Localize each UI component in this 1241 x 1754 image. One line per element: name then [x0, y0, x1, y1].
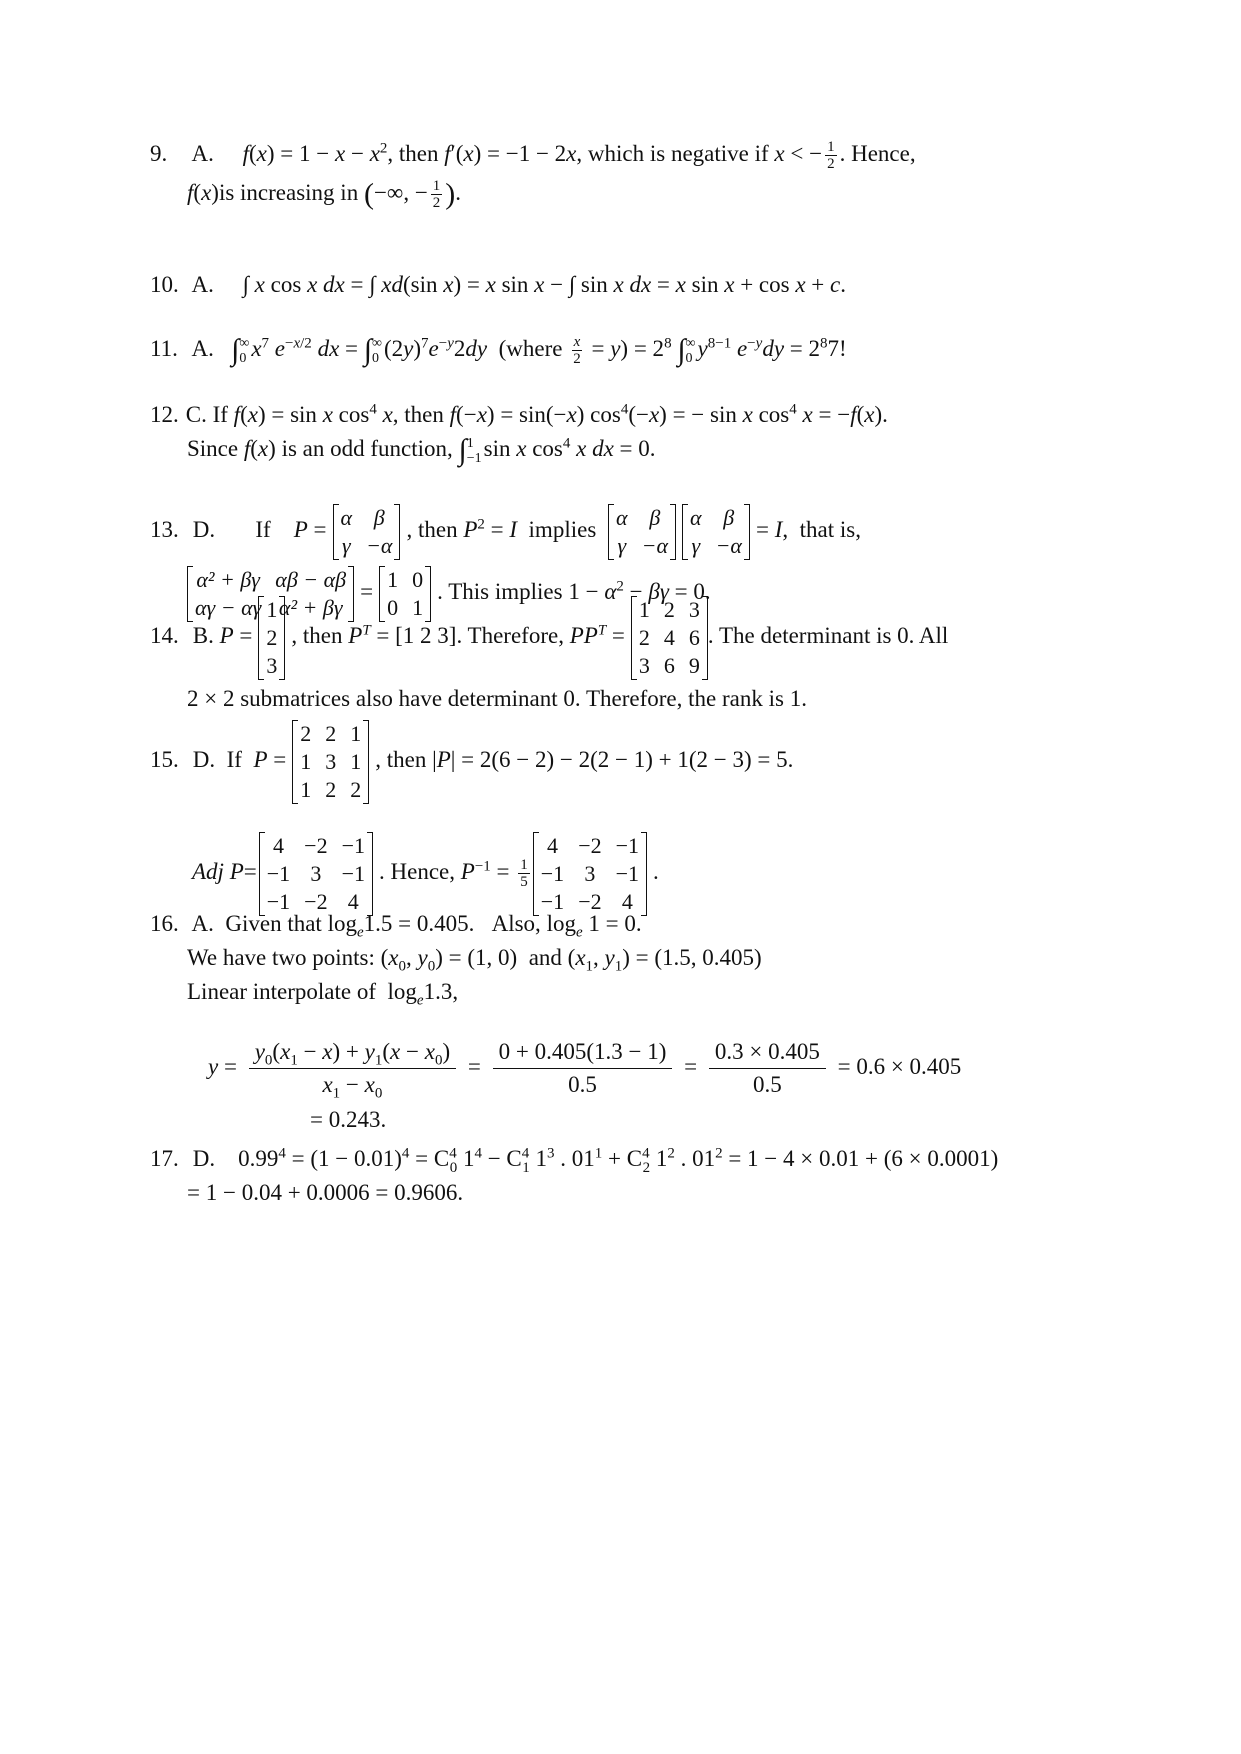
- solution-13: 13. D. If P = α β γ −α , then $P^2 = I$ implies α β γ −α α β γ −α = I, that is, α² + βγ αβ − αβ αγ − αγ α² + βγ = 1 0 0 1 . This implies $1 - \alpha^2 - \beta\gamma = 0$.: [150, 500, 1100, 624]
- matrix-cell: α: [340, 504, 353, 530]
- text-determinant: . The determinant is 0. All: [707, 623, 949, 648]
- matrix-cell: 2: [325, 720, 337, 746]
- matrix-cell: 3: [266, 652, 278, 678]
- text-implies: implies: [528, 517, 597, 542]
- text-odd-function: is an odd function,: [281, 436, 453, 461]
- fraction-simplified: $\frac{0.3 \times 0.405}{0.5}$: [709, 1036, 826, 1101]
- text-since: Since: [187, 436, 239, 461]
- matrix-cell: αβ − αβ: [275, 566, 347, 592]
- solution-11: 11. A. ∫ ∞ 0 $x^7$ $e^{-x/2}$ dx = ∫ ∞ 0 $(2y)^7e^{-y}2dy$ (where $\frac{x}{2}$ = $y) = 2^8$ ∫ ∞ 0 $y^{8-1}$ $e^{-y}dy = 2^87$!: [150, 333, 847, 368]
- matrix-cell: 4: [272, 832, 284, 858]
- text-if: If: [226, 747, 242, 772]
- answer-letter: A.: [191, 141, 214, 166]
- text-then: , then: [392, 402, 444, 427]
- text-then: , then: [387, 141, 439, 166]
- matrix-cell: 1: [300, 748, 312, 774]
- matrix-cell: 4: [546, 832, 558, 858]
- matrix-ppt: [631, 596, 708, 680]
- text-given: Given that: [225, 911, 322, 936]
- matrix-cell: −2: [578, 888, 602, 914]
- answer-letter: A.: [191, 911, 214, 936]
- text-this-implies: . This implies: [437, 579, 563, 604]
- solution-number: 15.: [150, 747, 179, 772]
- matrix-cell: −1: [266, 860, 291, 886]
- text-two-points: We have two points:: [187, 945, 375, 970]
- matrix-cell: 3: [584, 860, 596, 886]
- answer-letter: D.: [192, 747, 216, 772]
- matrix-cell: 4: [347, 888, 359, 914]
- answer-letter: D.: [192, 1146, 216, 1171]
- matrix-p: [258, 596, 285, 680]
- matrix-cell: 2: [663, 596, 675, 622]
- matrix-cell: α² + βγ: [278, 594, 343, 620]
- matrix-cell: 1: [387, 566, 399, 592]
- matrix-cell: β: [649, 504, 661, 530]
- text-if: If: [255, 517, 271, 542]
- text-that-is: that is,: [799, 517, 861, 542]
- matrix-cell: −1: [615, 860, 640, 886]
- matrix-cell: −1: [341, 860, 365, 886]
- text-linear-interpolate: Linear interpolate of: [187, 979, 377, 1004]
- matrix-cell: −1: [266, 888, 291, 914]
- text-then: , then: [291, 623, 343, 648]
- matrix-cell: 2: [300, 720, 312, 746]
- matrix-cell: 1: [266, 596, 278, 622]
- text-and: and: [528, 945, 562, 970]
- matrix-cell: 2: [266, 624, 278, 650]
- text-therefore: . Therefore,: [456, 623, 564, 648]
- matrix-cell: −α: [641, 532, 668, 558]
- matrix-cell: 2: [350, 776, 362, 802]
- matrix-cell: γ: [341, 532, 351, 558]
- matrix-cell: 3: [688, 596, 700, 622]
- text-hence: . Hence,: [839, 141, 916, 166]
- solution-number: 17.: [150, 1146, 179, 1171]
- text-then: , then: [406, 517, 458, 542]
- matrix-cell: β: [373, 504, 385, 530]
- matrix-cell: −1: [540, 888, 565, 914]
- fraction-substituted: $\frac{0 + 0.405(1.3 - 1)}{0.5}$: [493, 1036, 673, 1101]
- answer-letter: A.: [191, 272, 214, 297]
- matrix-cell: β: [723, 504, 735, 530]
- matrix-cell: 1: [412, 594, 424, 620]
- matrix-p-inverse: [533, 832, 647, 916]
- solution-17: 17. D. $0.99^4 = (1 - 0.01)^4 = C^4_0$ $1^4 - C^4_1$ $1^3$ . $01^1 + C^4_2$ $1^2$ . $01^2 = 1 - 4 \times 0.01 + (6 \times 0.0001)$ = 1 − 0.04 + 0.0006 = 0.9606.: [150, 1142, 1100, 1210]
- matrix-cell: 6: [688, 624, 700, 650]
- matrix-cell: −α: [715, 532, 742, 558]
- solution-number: 9.: [150, 141, 168, 166]
- matrix-cell: 0: [412, 566, 424, 592]
- matrix-cell: 1: [300, 776, 312, 802]
- solution-10: 10. A. ∫ x cos x dx = ∫ xd(sin x) = x sin x − ∫ sin x dx = x sin x + cos x + c.: [150, 268, 1100, 302]
- matrix-cell: 6: [663, 652, 675, 678]
- solution-number: 13.: [150, 517, 179, 542]
- matrix-cell: −1: [341, 832, 365, 858]
- matrix-cell: −1: [615, 832, 640, 858]
- answer-letter: D.: [192, 517, 216, 542]
- matrix-cell: −1: [540, 860, 565, 886]
- matrix-cell: 2: [325, 776, 337, 802]
- solution-number: 11.: [150, 336, 178, 361]
- solution-number: 10.: [150, 272, 179, 297]
- text-where: (where: [498, 336, 563, 361]
- matrix-cell: α² + βγ: [196, 566, 260, 592]
- matrix-cell: 1: [350, 748, 362, 774]
- answer-letter: A.: [191, 336, 214, 361]
- solution-number: 14.: [150, 623, 179, 648]
- solution-12: 12. C. If f(x) = sin x $\cos^4 x$, then f(−x) = sin(−x) $\cos^4(-x)$ = − sin x $\cos^4 x = -f(x)$. Since f(x) is an odd function, ∫ 1 −1 sin x $\cos^4 x$ dx = 0.: [150, 398, 1100, 468]
- answer-letter: B.: [192, 623, 214, 648]
- matrix-p-right: [682, 504, 750, 560]
- matrix-p-left: [608, 504, 676, 560]
- matrix-cell: −2: [304, 888, 328, 914]
- text-then: , then: [375, 747, 427, 772]
- solution-15: 15. D. If P = 2 2 1 1 3 1 1 2 2 , then |P| = 2(6 − 2) − 2(2 − 1) + 1(2 − 3) = 5. Adj P= 4 −2 −1 −1 3 −1 −1 −2 4 . Hence, $P^{-1}$ = $\frac{1}{5}$ 4 −2 −1 −1 3 −1 −1 −2 4 .: [150, 712, 1100, 920]
- solution-number: 16.: [150, 911, 179, 936]
- solution-16: 16. A. Given that $\log_e1.5 = 0.405$. Also, $\log_e 1 = 0$. We have two points: ($x_0$, $y_0) = (1$, 0) and ($x_1$, $y_1) = (1.5$, 0.405) Linear interpolate of $\log_e1.3$, y = $\frac{y_0(x_1 - x) + y_1(x - x_0)}{x_1 - x_0}$ = $\frac{0 + 0.405(1.3 - 1)}{0.5}$ = $\frac{0.3 \times 0.405}{0.5}$ = 0.6 × 0.405 = 0.243.: [150, 907, 1100, 1137]
- matrix-cell: 3: [638, 652, 650, 678]
- matrix-adj-p: [259, 832, 373, 916]
- text-hence: . Hence,: [379, 859, 455, 884]
- matrix-cell: 2: [638, 624, 650, 650]
- matrix-cell: α: [690, 504, 702, 530]
- matrix-p: [333, 504, 401, 560]
- matrix-cell: γ: [691, 532, 701, 558]
- solution-14: 14. B. P = 1 2 3 , then $P^T = [1$ 2 3]. Therefore, $PP^T$ = 1 2 3 2 4 6 3 6 9 . The determinant is 0. All 2 × 2 submatrices also have determinant 0. Therefore, the rank is 1.: [150, 590, 1100, 716]
- text-result: = 0.243.: [310, 1107, 387, 1132]
- matrix-cell: 1: [638, 596, 650, 622]
- solution-number: 12.: [150, 402, 179, 427]
- matrix-cell: 9: [688, 652, 700, 678]
- matrix-p: [292, 720, 369, 804]
- matrix-cell: −2: [304, 832, 328, 858]
- text-submatrices: submatrices also have determinant 0. Therefore, the rank is 1.: [240, 686, 807, 711]
- matrix-cell: 4: [663, 624, 675, 650]
- matrix-cell: −α: [366, 532, 393, 558]
- matrix-cell: 3: [325, 748, 337, 774]
- matrix-cell: 4: [621, 888, 633, 914]
- answer-letter: C.: [185, 402, 207, 427]
- text-negative: , which is negative if: [576, 141, 769, 166]
- text-also: Also,: [491, 911, 541, 936]
- matrix-cell: −2: [578, 832, 602, 858]
- matrix-cell: α: [616, 504, 628, 530]
- fraction-formula: $\frac{y_0(x_1 - x) + y_1(x - x_0)}{x_1 - x_0}$: [249, 1036, 456, 1101]
- text-increasing: is increasing in: [218, 180, 359, 206]
- solution-9: 9. A. $f(x) = 1 - x - x^2$, then f′(x) = −1 − 2x, which is negative if x < − $\frac{1}{2}$ . Hence, f(x)is increasing in (−∞, − $\frac{1}{2}$ ).: [150, 137, 1100, 212]
- text-if: If: [212, 402, 228, 427]
- matrix-cell: αγ − αγ: [195, 594, 262, 620]
- matrix-cell: 3: [310, 860, 322, 886]
- matrix-cell: 0: [387, 594, 399, 620]
- matrix-cell: γ: [617, 532, 627, 558]
- matrix-cell: 1: [350, 720, 362, 746]
